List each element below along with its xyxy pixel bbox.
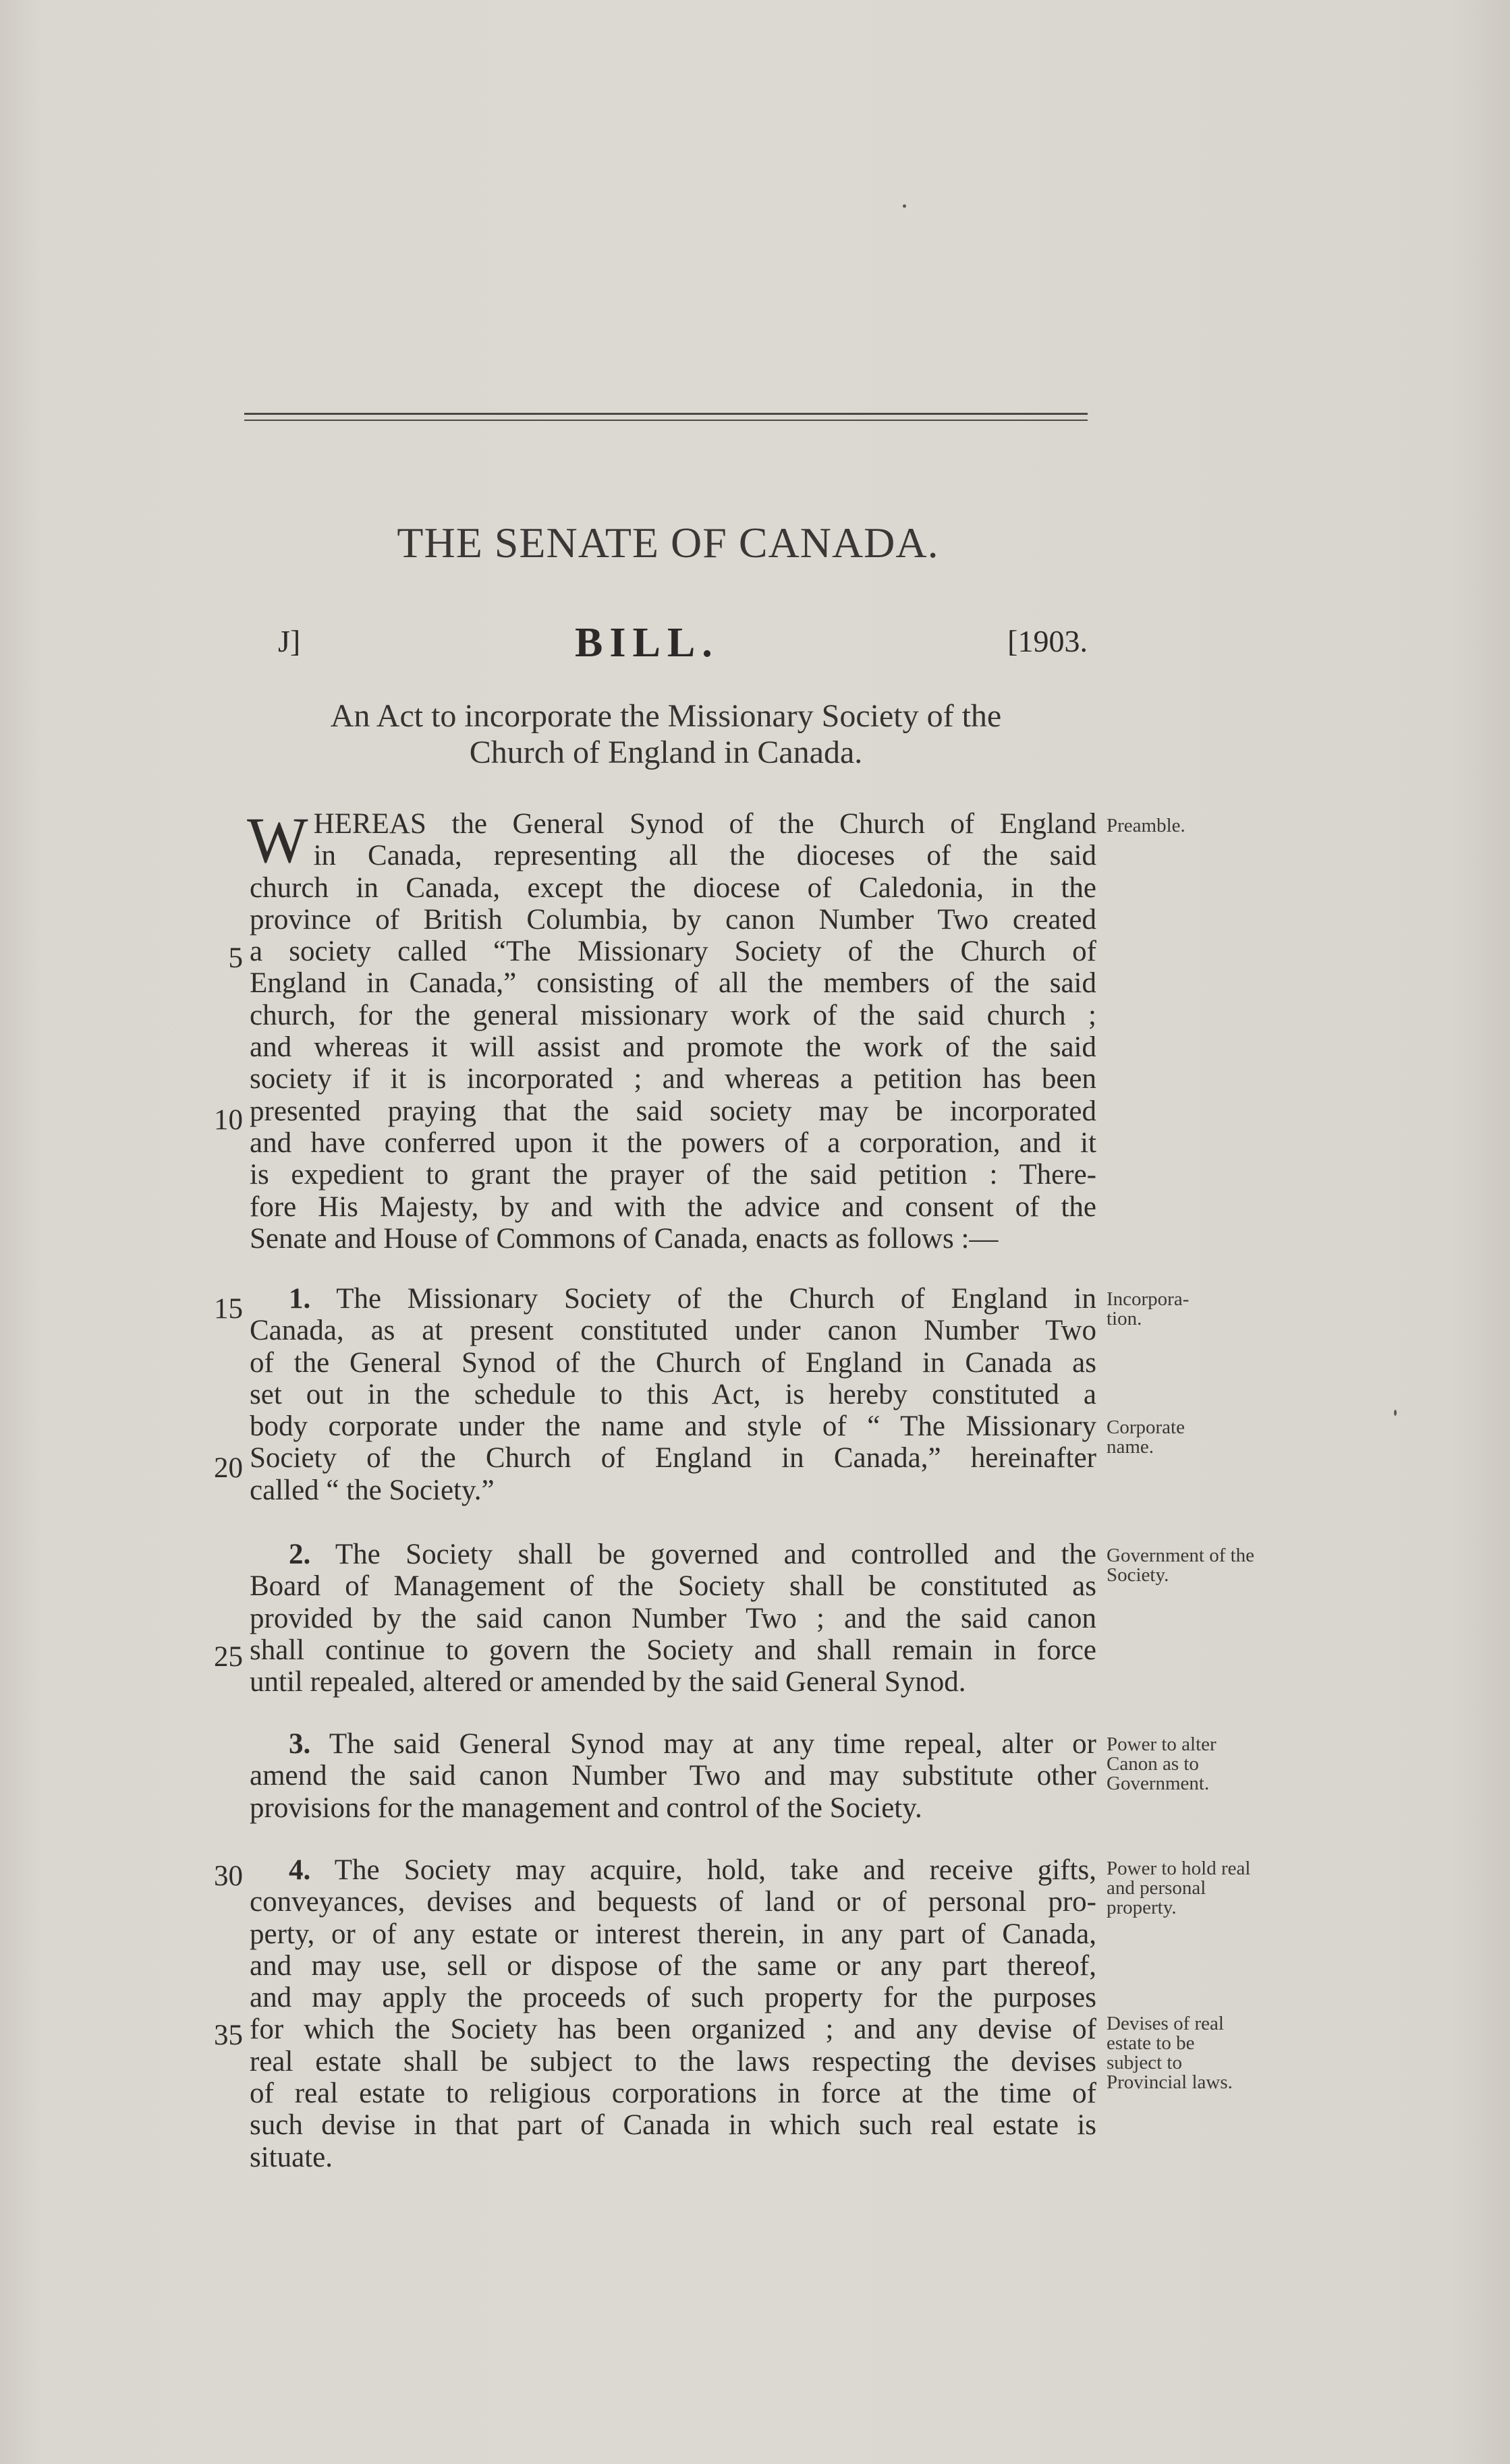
section-line-text: The Society shall be governed and controlled and the: [335, 1539, 1096, 1570]
section-number: 4.: [289, 1854, 311, 1886]
section-line: [250, 1728, 1096, 1760]
line-number: 15: [214, 1293, 243, 1325]
section-line: [250, 1854, 1096, 1886]
section-line: [250, 1539, 1096, 1570]
bill-heading-row: [278, 619, 1088, 673]
line-number: 20: [214, 1452, 243, 1484]
section-number: 3.: [289, 1728, 311, 1760]
senate-heading: THE SENATE OF CANADA.: [397, 519, 939, 567]
section-line: called “ the Society.”: [250, 1474, 495, 1506]
line-number: 30: [214, 1860, 243, 1892]
section-line: Society of the Church of England in Canada,” hereinafter: [250, 1442, 1096, 1474]
top-double-rule-lower: [244, 420, 1088, 421]
section-line: provisions for the management and control of the Society.: [250, 1792, 922, 1824]
act-title-line: Church of England in Canada.: [469, 735, 863, 770]
margin-note-devises: Devises of real estate to be subject to Provincial laws.: [1107, 2013, 1233, 2093]
preamble-line: presented praying that the said society may be incorporated: [250, 1095, 1096, 1127]
bill-letter: J]: [278, 624, 301, 658]
section-line-text: The said General Synod may at any time repeal, alter or: [329, 1728, 1096, 1760]
section-line-text: The Society may acquire, hold, take and receive gifts,: [334, 1854, 1096, 1886]
line-number: 35: [214, 2019, 243, 2051]
top-double-rule: [244, 413, 1088, 415]
section-line: of real estate to religious corporations in force at the time of: [250, 2078, 1096, 2110]
preamble-line: England in Canada,” consisting of all the members of the said: [250, 967, 1096, 1000]
section-line: for which the Society has been organized ; and any devise of: [250, 2013, 1096, 2046]
section-line: situate.: [250, 2141, 333, 2173]
margin-note-power-hold: Power to hold real and personal property.: [1107, 1858, 1251, 1918]
section-2: [250, 1539, 1096, 1698]
preamble-line: and have conferred upon it the powers of a corporation, and it: [250, 1126, 1096, 1159]
section-line-text: The Missionary Society of the Church of England in: [336, 1283, 1096, 1315]
section-line: real estate shall be subject to the laws respecting the devises: [250, 2045, 1096, 2078]
section-line: Board of Management of the Society shall be constituted as: [250, 1570, 1096, 1603]
section-line: provided by the said canon Number Two ; and the said canon: [250, 1602, 1096, 1634]
preamble-line: Senate and House of Commons of Canada, enacts as follows :—: [250, 1222, 999, 1255]
section-line: and may use, sell or dispose of the same or any part thereof,: [250, 1949, 1096, 1982]
preamble-line: HEREAS the General Synod of the Church of England: [313, 808, 1096, 840]
section-line: of the General Synod of the Church of England in Canada as: [250, 1346, 1096, 1379]
preamble-line: church, for the general missionary work of the said church ;: [250, 999, 1096, 1031]
paper-speck: [903, 204, 906, 208]
paper-speck: [1394, 1410, 1397, 1416]
section-line: and may apply the proceeds of such property for the purposes: [250, 1982, 1096, 2014]
section-number: 2.: [289, 1539, 311, 1570]
section-4: [250, 1854, 1096, 2173]
section-line: shall continue to govern the Society and shall remain in force: [250, 1634, 1096, 1666]
margin-note-government: Government of the Society.: [1107, 1545, 1255, 1586]
line-number: 10: [214, 1104, 243, 1136]
section-line: set out in the schedule to this Act, is hereby constituted a: [250, 1378, 1096, 1410]
preamble-line: and whereas it will assist and promote the work of the said: [250, 1031, 1096, 1064]
section-number: 1.: [289, 1283, 311, 1315]
section-1: [250, 1283, 1096, 1506]
preamble-line: province of British Columbia, by canon Number Two created: [250, 903, 1096, 936]
section-line: [250, 1283, 1096, 1315]
margin-note-incorporation: Incorpora-tion.: [1107, 1288, 1190, 1329]
section-line: body corporate under the name and style of “ The Missionary: [250, 1410, 1096, 1443]
line-number: 5: [228, 942, 243, 974]
preamble-paragraph: [247, 804, 1096, 1255]
section-line: perty, or of any estate or interest therein, in any part of Canada,: [250, 1918, 1096, 1950]
line-number: 25: [214, 1641, 243, 1673]
margin-note-power-alter: Power to alter Canon as to Government.: [1107, 1734, 1217, 1794]
section-line: conveyances, devises and bequests of land or of personal pro-: [250, 1886, 1096, 1918]
preamble-line: fore His Majesty, by and with the advice and consent of the: [250, 1191, 1096, 1223]
act-title-line: An Act to incorporate the Missionary Society of the: [330, 698, 1002, 734]
preamble-line: church in Canada, except the diocese of Caledonia, in the: [250, 871, 1096, 904]
preamble-line: a society called “The Missionary Society of the Church of: [250, 936, 1096, 968]
section-line: such devise in that part of Canada in which such real estate is: [250, 2109, 1096, 2142]
section-3: [250, 1728, 1096, 1824]
preamble-line: is expedient to grant the prayer of the said petition : There-: [250, 1159, 1096, 1191]
section-line: amend the said canon Number Two and may substitute other: [250, 1760, 1096, 1792]
preamble-line: society if it is incorporated ; and whereas a petition has been: [250, 1063, 1096, 1095]
drop-cap: W: [247, 804, 308, 876]
section-line: Canada, as at present constituted under canon Number Two: [250, 1315, 1096, 1347]
margin-note-preamble: Preamble.: [1107, 815, 1185, 836]
margin-note-corporate-name: Corporate name.: [1107, 1416, 1185, 1458]
bill-year: [1903.: [1007, 624, 1088, 658]
bill-word: BILL.: [575, 620, 719, 666]
section-line: until repealed, altered or amended by the said General Synod.: [250, 1666, 966, 1698]
preamble-line: in Canada, representing all the dioceses of the said: [313, 840, 1096, 872]
act-title: [244, 698, 1088, 771]
